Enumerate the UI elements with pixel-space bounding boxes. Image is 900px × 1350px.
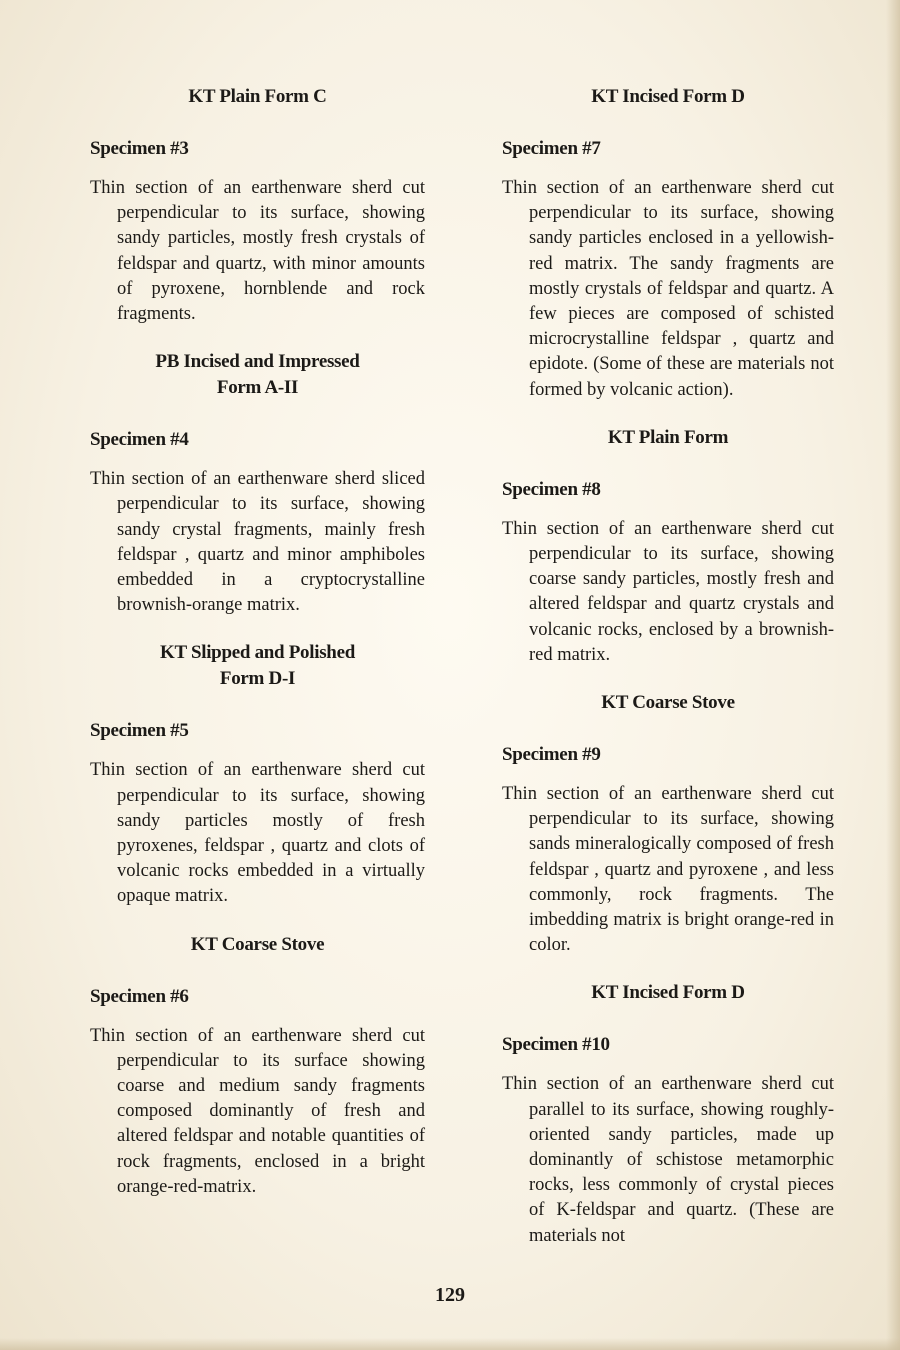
- specimen-label: Specimen #6: [90, 985, 189, 1007]
- specimen-description: Thin section of an earthenware sherd cut perpendicular to its surface, showing sandy particles mostly of fresh pyroxenes, feldspar , quartz and clots of volcanic rocks embedded in a virtually opaque matrix.: [90, 760, 425, 907]
- heading-line: KT Incised Form D: [591, 86, 745, 107]
- section-heading: [90, 84, 425, 110]
- section-heading: [502, 980, 834, 1006]
- specimen-label: Specimen #5: [90, 720, 189, 742]
- entry-specimen-8: [502, 425, 834, 668]
- page-number: 129: [435, 1284, 465, 1306]
- heading-line: Form D-I: [219, 668, 296, 690]
- heading-line: KT Coarse Stove: [601, 692, 735, 714]
- specimen-description: Thin section of an earthenware sherd cut perpendicular to its surface, showing sands mineralogically composed of fresh feldspar , quartz and pyroxene , and less commonly, rock fragments. The imbedding matrix is bright orange-red in color.: [502, 784, 834, 956]
- heading-line: KT Plain Form C: [188, 86, 327, 107]
- heading-line: Form A-II: [216, 377, 299, 399]
- entry-specimen-3: [90, 84, 425, 327]
- section-heading: [502, 425, 834, 451]
- specimen-description: Thin section of an earthenware sherd cut perpendicular to its surface, showing sandy particles, mostly fresh crystals of feldspar and quartz, with minor amounts of pyroxene, hornblende and rock fragments.: [90, 178, 425, 325]
- section-heading: [502, 84, 834, 110]
- left-column: [90, 84, 425, 1200]
- specimen-description: Thin section of an earthenware sherd sliced perpendicular to its surface, showing sandy crystal fragments, mainly fresh feldspar , quartz and minor amphiboles embedded in a cryptocrystalline brownish-orange matrix.: [90, 469, 425, 616]
- specimen-description: Thin section of an earthenware sherd cut perpendicular to its surface, showing coarse sandy particles, mostly fresh and altered feldspar and quartz crystals and volcanic rocks, enclosed by a brownish-red matrix.: [502, 518, 834, 665]
- specimen-description: Thin section of an earthenware sherd cut parallel to its surface, showing roughly-oriented sandy particles, made up dominantly of schistose metamorphic rocks, less commonly of crystal pieces of K-feldspar and quartz. (These are materials not: [502, 1074, 834, 1246]
- specimen-label: Specimen #7: [502, 138, 601, 159]
- entry-specimen-4: [90, 349, 425, 618]
- entry-specimen-5: [90, 640, 425, 909]
- heading-line: KT Plain Form: [607, 426, 729, 448]
- section-heading: [90, 349, 425, 401]
- entry-specimen-7: [502, 84, 834, 403]
- page-edge-shadow: [886, 0, 900, 1350]
- specimen-label: Specimen #3: [90, 138, 189, 159]
- section-heading: [90, 932, 425, 958]
- specimen-description: Thin section of an earthenware sherd cut perpendicular to its surface, showing sandy particles enclosed in a yellowish-red matrix. The sandy fragments are mostly crystals of feldspar and quartz. A few pieces are composed of schisted microcrystalline feldspar , quartz and epidote. (Some of these are materials not formed by volcanic action).: [502, 178, 834, 400]
- specimen-label: Specimen #10: [502, 1034, 610, 1056]
- heading-line: KT Incised Form D: [591, 982, 745, 1004]
- section-heading: [90, 640, 425, 692]
- page-bottom-shadow: [0, 1338, 900, 1350]
- specimen-label: Specimen #4: [90, 429, 189, 451]
- heading-line: KT Coarse Stove: [190, 933, 325, 955]
- specimen-label: Specimen #9: [502, 744, 601, 766]
- specimen-description: Thin section of an earthenware sherd cut perpendicular to its surface showing coarse and medium sandy fragments composed dominantly of fresh and altered feldspar and notable quantities of rock fragments, enclosed in a bright orange-red-matrix.: [90, 1025, 425, 1197]
- heading-line: KT Slipped and Polished: [160, 642, 355, 664]
- specimen-label: Specimen #8: [502, 478, 601, 500]
- entry-specimen-9: [502, 690, 834, 958]
- right-column: [502, 84, 834, 1249]
- heading-line: PB Incised and Impressed: [155, 351, 360, 373]
- entry-specimen-10: [502, 980, 834, 1248]
- entry-specimen-6: [90, 932, 425, 1200]
- section-heading: [502, 690, 834, 716]
